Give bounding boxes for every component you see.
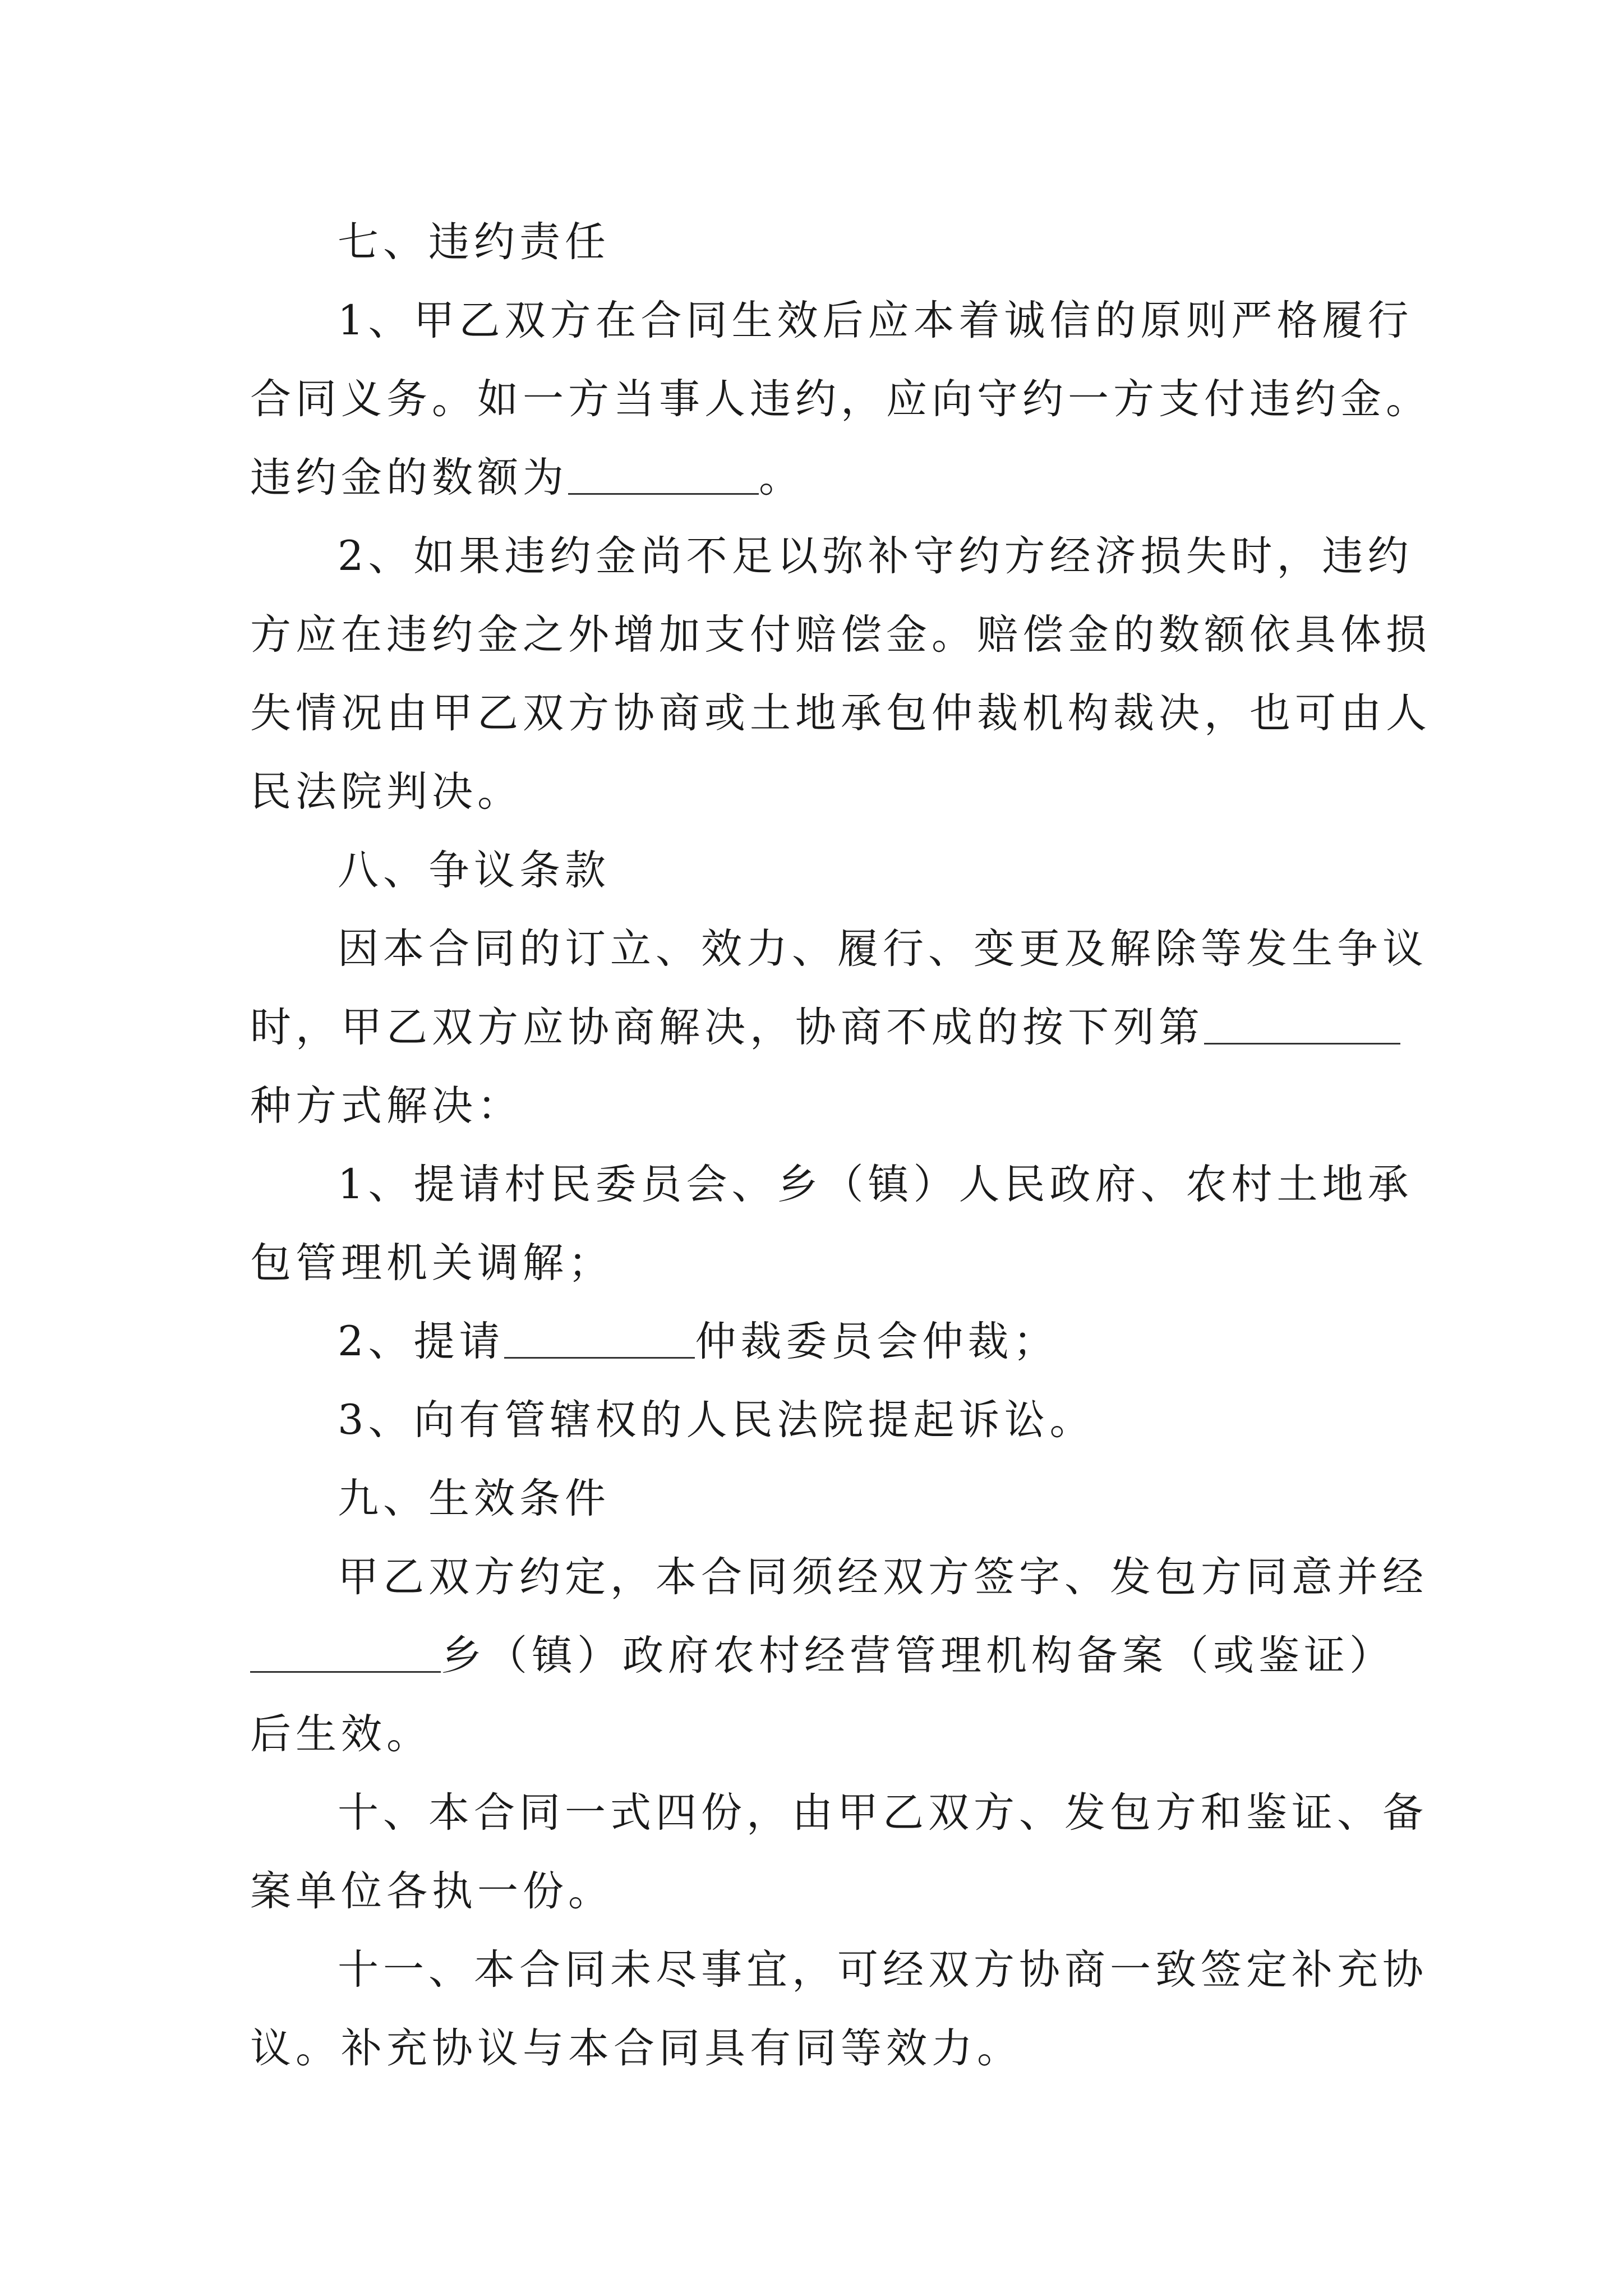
paragraph-line: [338, 282, 1465, 360]
paragraph-line: [338, 1303, 1465, 1381]
line-text: 甲乙双方约定，本合同须经双方签字、发包方同意并经: [338, 1553, 1428, 1601]
line-text: 时，甲乙双方应协商解决，协商不成的按下列第: [250, 1004, 1204, 1051]
paragraph-line: [338, 910, 1465, 988]
section-heading-dispute-clause: [338, 831, 1465, 910]
line-text: 。: [759, 454, 804, 501]
paragraph-line: [250, 674, 1431, 753]
paragraph-line: [338, 1538, 1465, 1617]
line-text: 3、向有管辖权的人民法院提起诉讼。: [338, 1396, 1095, 1444]
paragraph-line: [338, 1931, 1465, 2009]
paragraph-line: [250, 1617, 1395, 1695]
paragraph-line: [338, 517, 1465, 596]
fill-in-blank: [568, 459, 759, 495]
line-text: 包管理机关调解；: [250, 1239, 614, 1287]
paragraph-line: [338, 1774, 1465, 1852]
paragraph-line: [250, 1067, 1377, 1145]
line-text: 仲裁委员会仲裁；: [695, 1318, 1059, 1365]
paragraph-line: [250, 596, 1431, 674]
paragraph-line: [338, 1381, 1465, 1460]
fill-in-blank: [504, 1323, 695, 1359]
paragraph-line: [250, 360, 1431, 439]
paragraph-line: [250, 439, 1377, 517]
fill-in-blank: [1204, 1009, 1400, 1045]
paragraph-line: [250, 988, 1377, 1067]
paragraph-line: [250, 1224, 1377, 1303]
paragraph-line: [338, 1145, 1465, 1224]
line-text: 2、如果违约金尚不足以弥补守约方经济损失时，违约: [338, 532, 1413, 580]
line-text: 1、提请村民委员会、乡（镇）人民政府、农村土地承: [338, 1161, 1413, 1208]
line-text: 合同义务。如一方当事人违约，应向守约一方支付违约金。: [250, 375, 1431, 423]
line-text: 2、提请: [338, 1318, 505, 1365]
section-heading-breach-liability: [338, 203, 1465, 282]
line-text: 1、甲乙双方在合同生效后应本着诚信的原则严格履行: [338, 297, 1413, 344]
line-text: 因本合同的订立、效力、履行、变更及解除等发生争议: [338, 925, 1428, 973]
line-text: 方应在违约金之外增加支付赔偿金。赔偿金的数额依具体损: [250, 611, 1431, 659]
fill-in-blank: [250, 1637, 441, 1673]
line-text: 乡（镇）政府农村经营管理机构备案（或鉴证）: [441, 1632, 1395, 1680]
line-text: 民法院判决。: [250, 768, 523, 816]
paragraph-line: [250, 1852, 1377, 1931]
line-text: 失情况由甲乙双方协商或土地承包仲裁机构裁决，也可由人: [250, 689, 1431, 737]
paragraph-line: [250, 2009, 1377, 2088]
line-text: 后生效。: [250, 1710, 432, 1758]
line-text: 十、本合同一式四份，由甲乙双方、发包方和鉴证、备: [338, 1789, 1428, 1837]
line-text: 八、争议条款: [338, 846, 610, 894]
line-text: 种方式解决：: [250, 1082, 523, 1130]
section-heading-effective-conditions: [338, 1460, 1465, 1538]
line-text: 议。补充协议与本合同具有同等效力。: [250, 2024, 1022, 2072]
line-text: 七、违约责任: [338, 218, 610, 266]
line-text: 九、生效条件: [338, 1475, 610, 1522]
line-text: 十一、本合同未尽事宜，可经双方协商一致签定补充协: [338, 1946, 1428, 1994]
paragraph-line: [250, 753, 1377, 831]
line-text: 案单位各执一份。: [250, 1867, 614, 1915]
paragraph-line: [250, 1695, 1377, 1774]
line-text: 违约金的数额为: [250, 454, 568, 501]
